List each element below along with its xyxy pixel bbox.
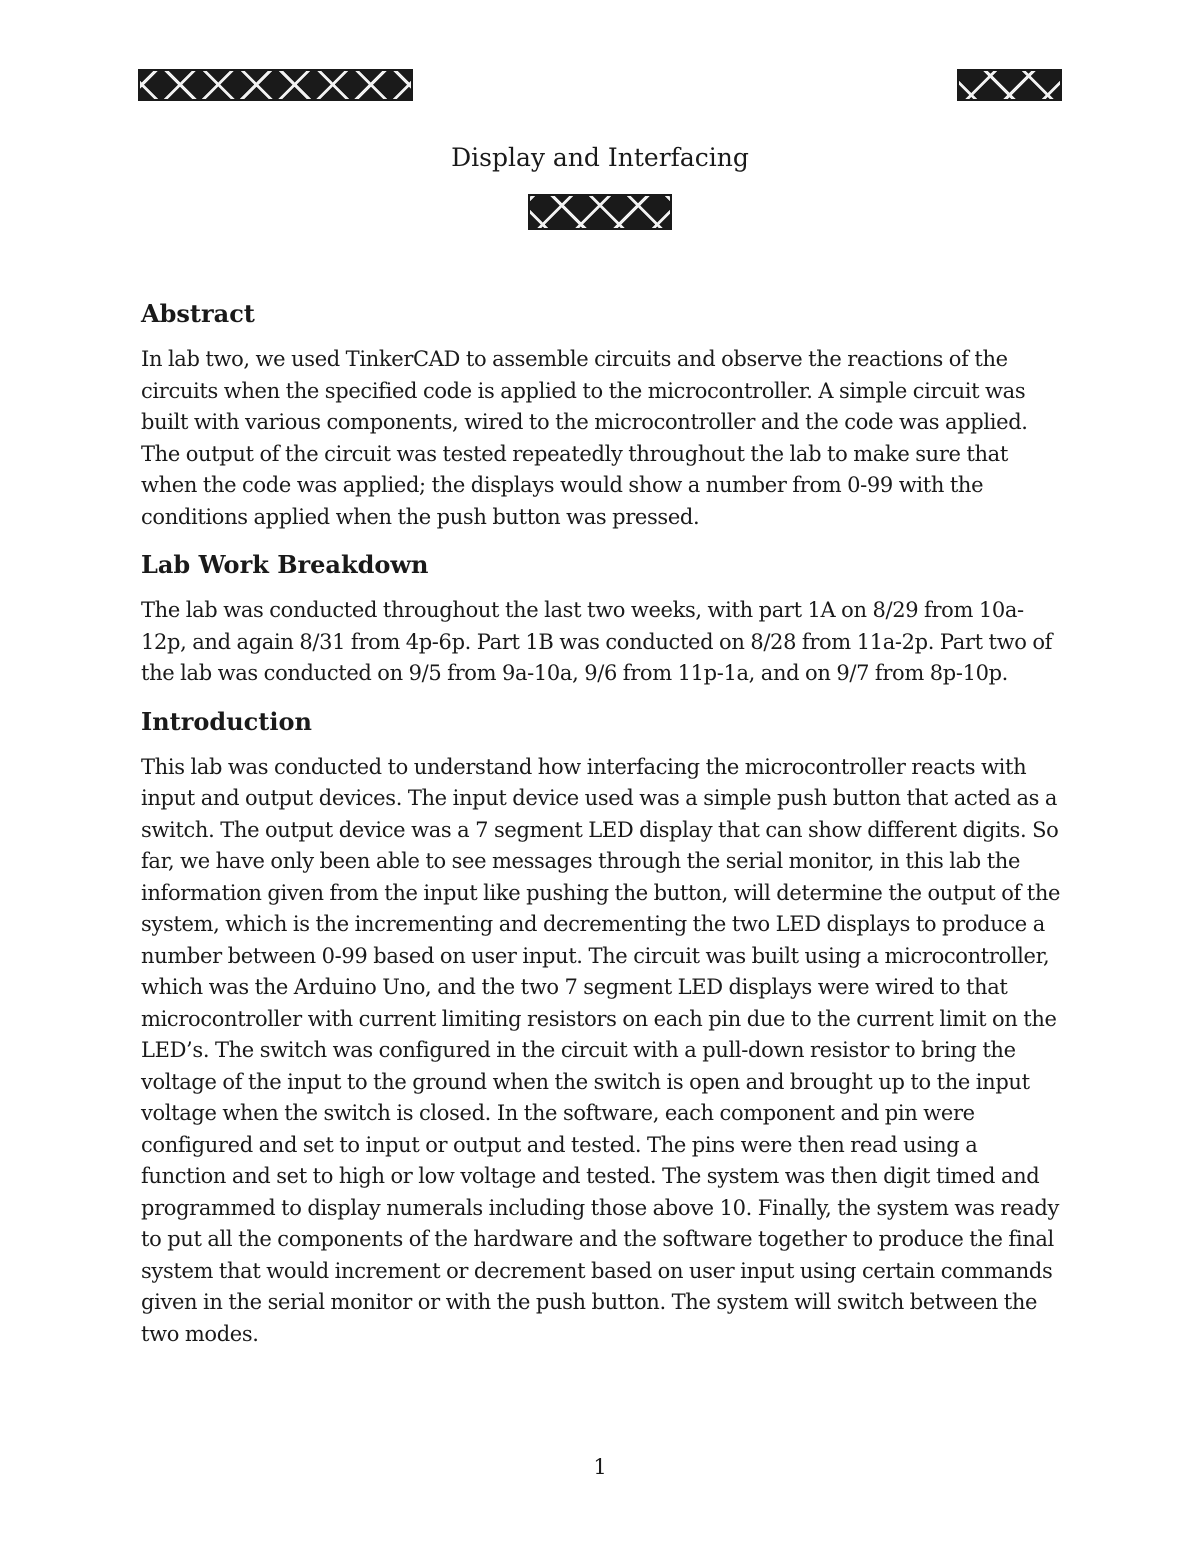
section-paragraph-abstract: In lab two, we used TinkerCAD to assemble circuits and observe the reactions of the circuits when the specified code is applied to the microcontroller. A simple circuit was built with various components, wired to the microcontroller and the code was applied. The output of the circuit was tested repeatedly throughout the lab to make sure that when the code was applied; the displays would show a number from 0-99 with the conditions applied when the push button was pressed. <box>141 347 1028 529</box>
section-paragraph-lab-work-breakdown: The lab was conducted throughout the last two weeks, with part 1A on 8/29 from 10a-12p, and again 8/31 from 4p-6p. Part 1B was conducted on 8/28 from 11a-2p. Part two of the lab was conducted on 9/5 from 9a-10a, 9/6 from 11p-1a, and on 9/7 from 8p-10p. <box>141 598 1053 685</box>
redacted-author-block <box>528 194 672 230</box>
section-heading-abstract: Abstract <box>141 299 255 328</box>
section-introduction <box>141 704 1063 1351</box>
document-title: Display and Interfacing <box>451 143 749 172</box>
section-lab-work-breakdown <box>141 547 1063 690</box>
redacted-id-block <box>957 69 1062 101</box>
section-abstract <box>141 296 1063 533</box>
document-body <box>141 296 1063 1364</box>
page-number: 1 <box>593 1455 607 1479</box>
section-heading-lab-work-breakdown: Lab Work Breakdown <box>141 550 429 579</box>
redacted-name-block <box>138 69 413 101</box>
section-heading-introduction: Introduction <box>141 706 312 736</box>
section-paragraph-introduction: This lab was conducted to understand how interfacing the microcontroller reacts with input and output devices. The input device used was a simple push button that acted as a switch. The output device was a 7 segment LED display that can show different digits. So far, we have only been able to see messages through the serial monitor, in this lab the information given from the input like pushing the button, will determine the output of the system, which is the incrementing and decrementing the two LED displays to produce a number between 0-99 based on user input. The circuit was built using a microcontroller, which was the Arduino Uno, and the two 7 segment LED displays were wired to that microcontroller with current limiting resistors on each pin due to the current limit on the LED’s. The switch was configured in the circuit with a pull-down resistor to bring the voltage of the input to the ground when the switch is open and brought up to the input voltage when the switch is closed. In the software, each component and pin were configured and set to input or output and tested. The pins were then read using a function and set to high or low voltage and tested. The system was then digit timed and programmed to display numerals including those above 10. Finally, the system was ready to put all the components of the hardware and the software together to produce the final system that would increment or decrement based on user input using certain commands given in the serial monitor or with the push button. The system will switch between the two modes. <box>141 754 1061 1346</box>
